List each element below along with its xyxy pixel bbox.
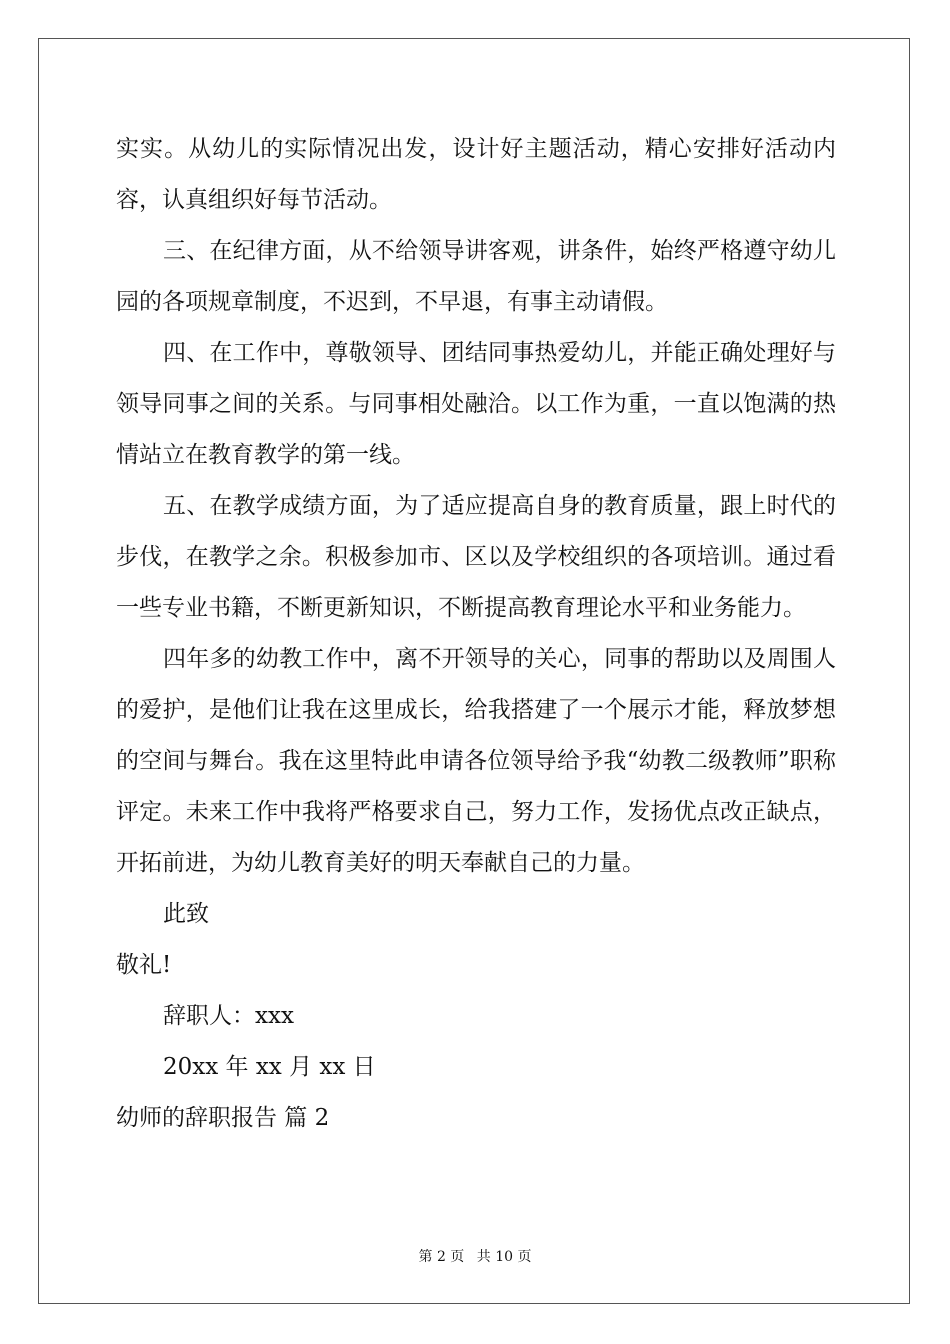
page-total: 共 10 页: [476, 1249, 532, 1265]
closing-salutation: 此致: [163, 901, 209, 927]
date-line: 20xx 年 xx 月 xx 日: [163, 1054, 376, 1080]
page-number: 第 2 页: [418, 1249, 465, 1265]
paragraph-work: 四、在工作中，尊敬领导、团结同事热爱幼儿，并能正确处理好与领导同事之间的关系。与同事相处融洽。以工作为重，一直以饱满的热情站立在教育教学的第一线。: [116, 340, 836, 468]
paragraph-continuation: 实实。从幼儿的实际情况出发，设计好主题活动，精心安排好活动内容，认真组织好每节活动。: [116, 136, 836, 213]
document-body: [116, 124, 836, 1144]
paragraph-teaching: 五、在教学成绩方面，为了适应提高自身的教育质量，跟上时代的步伐，在教学之余。积极参加市、区以及学校组织的各项培训。通过看一些专业书籍，不断更新知识，不断提高教育理论水平和业务能力。: [116, 493, 836, 621]
closing-regards: 敬礼!: [116, 952, 172, 978]
paragraph-summary: 四年多的幼教工作中，离不开领导的关心，同事的帮助以及周围人的爱护，是他们让我在这里成长，给我搭建了一个展示才能，释放梦想的空间与舞台。我在这里特此申请各位领导给予我“幼教二级教师”职称评定。未来工作中我将严格要求自己，努力工作，发扬优点改正缺点，开拓前进，为幼儿教育美好的明天奉献自己的力量。: [116, 646, 836, 876]
signer-line: 辞职人：xxx: [163, 1003, 294, 1029]
page-footer: [0, 1246, 950, 1266]
section-title: 幼师的辞职报告 篇 2: [116, 1105, 330, 1131]
paragraph-discipline: 三、在纪律方面，从不给领导讲客观，讲条件，始终严格遵守幼儿园的各项规章制度，不迟到，不早退，有事主动请假。: [116, 238, 836, 315]
